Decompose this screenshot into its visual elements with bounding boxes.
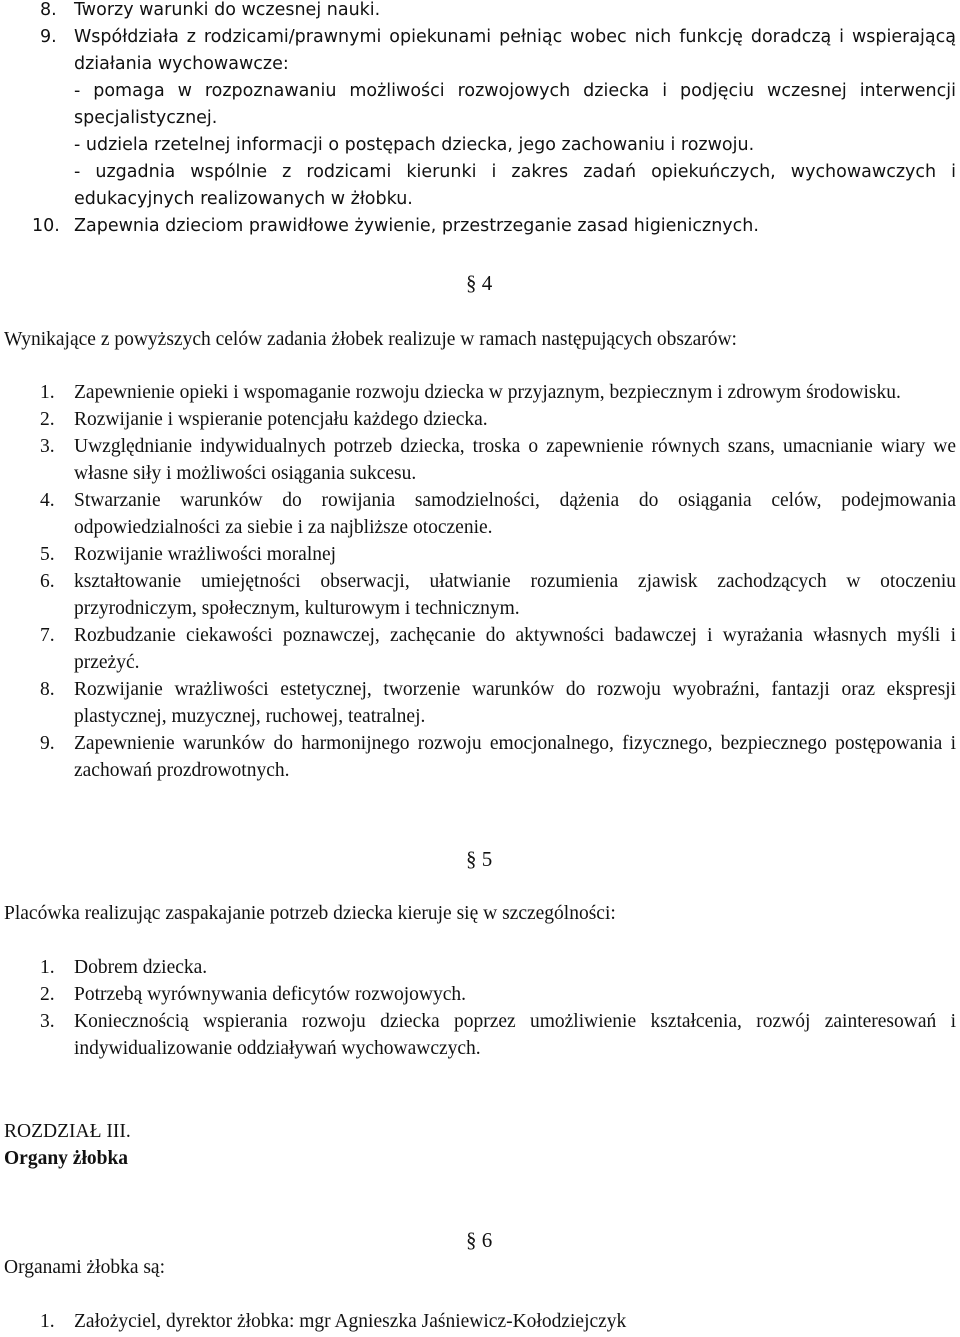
sub-item-text: - uzgadnia wspólnie z rodzicami kierunki i zakres zadań opiekuńczych, wychowawczych i edukacyjnych realizowanych w żłobku. [74,162,956,209]
list-item [4,406,956,433]
list-item [4,213,956,240]
paragraph-6-intro: Organami żłobka są: [4,1257,166,1278]
paragraph-symbol-5: § 5 [466,847,493,871]
sub-item [4,132,956,159]
item-number: 3. [40,436,55,457]
item-text: Dobrem dziecka. [74,957,208,978]
list-item [4,730,956,784]
item-text: Tworzy warunki do wczesnej nauki. [74,0,381,20]
paragraph-6-list [4,1308,956,1335]
item-number: 5. [40,544,55,565]
item-number: 2. [40,409,55,430]
item-number: 1. [40,957,55,978]
paragraph-symbol-6: § 6 [466,1228,493,1252]
item-number: 2. [40,984,55,1005]
item-number: 3. [40,1011,55,1032]
item-text: Rozwijanie i wspieranie potencjału każdego dziecka. [74,409,488,430]
section-top [4,0,956,240]
sub-item [4,78,956,132]
paragraph-4-intro: Wynikające z powyższych celów zadania żłobek realizuje w ramach następujących obszarów: [4,329,737,350]
list-item [4,1308,956,1335]
item-text: Współdziała z rodzicami/prawnymi opiekunami pełniąc wobec nich funkcję doradczą i wspierającą działania wychowawcze: [74,27,956,74]
paragraph-symbol-4: § 4 [466,271,493,295]
item-number: 9. [40,733,55,754]
sub-item-text: - pomaga w rozpoznawaniu możliwości rozwojowych dziecka i podjęciu wczesnej interwencji specjalistycznej. [74,81,956,128]
item-text: Potrzebą wyrównywania deficytów rozwojowych. [74,984,467,1005]
item-text: Rozwijanie wrażliwości moralnej [74,544,337,565]
list-item [4,24,956,78]
sub-item-text: - udziela rzetelnej informacji o postępach dziecka, jego zachowaniu i rozwoju. [74,135,755,155]
item-text: Zapewnienie opieki i wspomaganie rozwoju dziecka w przyjaznym, bezpiecznym i zdrowym środowisku. [74,382,901,403]
item-text: Stwarzanie warunków do rowijania samodzielności, dążenia do osiągania celów, podejmowania odpowiedzialności za siebie i za najbliższe otoczenie. [74,490,956,538]
item-text: Zapewnia dzieciom prawidłowe żywienie, przestrzeganie zasad higienicznych. [74,216,759,236]
item-text: Koniecznością wspierania rozwoju dziecka poprzez umożliwienie kształcenia, rozwój zainteresowań i indywidualizowanie oddziaływań wychowawczych. [74,1011,956,1059]
item-text: Rozbudzanie ciekawości poznawczej, zachęcanie do aktywności badawczej i wyrażania własnych myśli i przeżyć. [74,625,956,673]
list-item [4,676,956,730]
item-number: 1. [40,1311,55,1332]
list-item [4,487,956,541]
list-item [4,954,956,981]
list-item [4,568,956,622]
list-item [4,433,956,487]
chapter-title: Organy żłobka [4,1148,129,1169]
list-item [4,981,956,1008]
item-number: 4. [40,490,55,511]
item-number: 7. [40,625,55,646]
item-number: 1. [40,382,55,403]
sub-item [4,159,956,213]
item-text: Uwzględnianie indywidualnych potrzeb dziecka, troska o zapewnienie równych szans, umacnianie wiary we własne siły i możliwości osiągania sukcesu. [74,436,956,484]
item-text: kształtowanie umiejętności obserwacji, ułatwianie rozumienia zjawisk zachodzących w otoczeniu przyrodniczym, społecznym, kulturowym i technicznym. [74,571,956,619]
paragraph-4-list [4,379,956,784]
item-text: Rozwijanie wrażliwości estetycznej, tworzenie warunków do rozwoju wyobraźni, fantazji oraz ekspresji plastycznej, muzycznej, ruchowej, teatralnej. [74,679,956,727]
item-text: Zapewnienie warunków do harmonijnego rozwoju emocjonalnego, fizycznego, bezpiecznego postępowania i zachowań prozdrowotnych. [74,733,956,781]
item-number: 8. [40,679,55,700]
item-number: 10. [32,216,60,236]
list-item [4,0,956,24]
list-item [4,1008,956,1062]
paragraph-5-list [4,954,956,1062]
item-number: 9. [40,27,57,47]
chapter-label: ROZDZIAŁ III. [4,1121,131,1142]
list-item [4,379,956,406]
item-number: 8. [40,0,57,20]
paragraph-5-intro: Placówka realizując zaspakajanie potrzeb dziecka kieruje się w szczególności: [4,903,616,924]
item-text: Założyciel, dyrektor żłobka: mgr Agnieszka Jaśniewicz-Kołodziejczyk [74,1311,627,1332]
item-number: 6. [40,571,55,592]
list-item [4,541,956,568]
list-item [4,622,956,676]
